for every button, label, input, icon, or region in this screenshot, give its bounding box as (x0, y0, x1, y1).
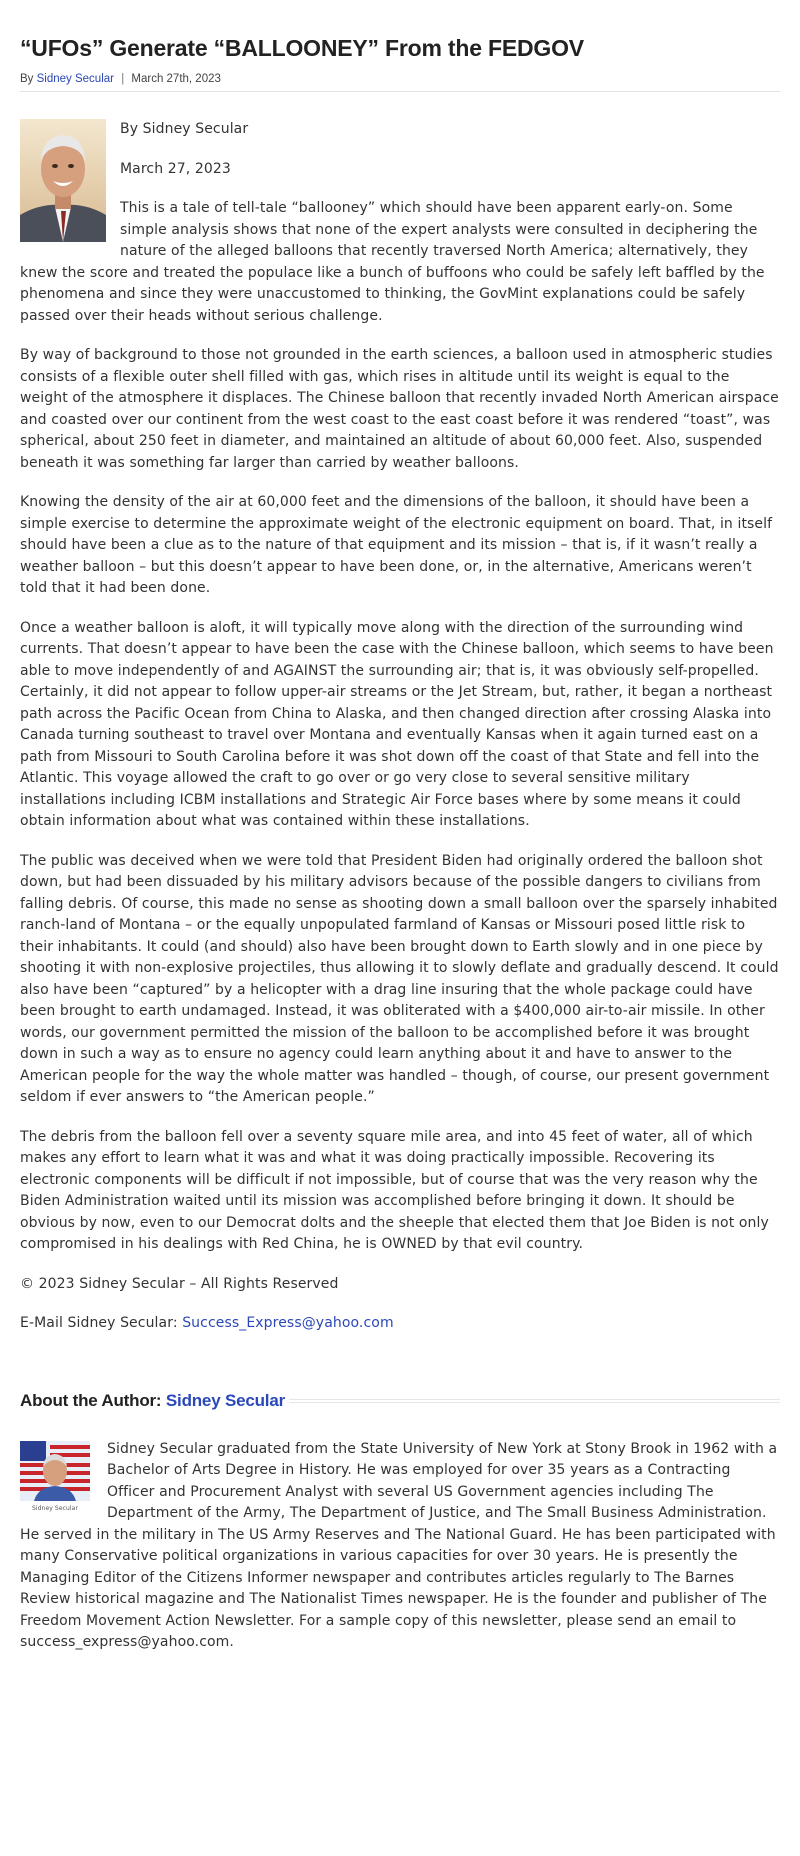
article-paragraph: This is a tale of tell-tale “ballooney” which should have been apparent early-on. Some simple analysis shows that none of the expert analysts were consulted in deciphering the nature of the alleged balloons that recently traversed North America; alternatively, they knew the score and treated the populace like a bunch of buffoons who could be safely left baffled by the phenomena and since they were unaccustomed to thinking, the GovMint explanations could be safely passed over their heads without serious challenge. (20, 200, 765, 324)
author-thumbnail (20, 1441, 90, 1513)
meta-author-link[interactable]: Sidney Secular (36, 73, 114, 85)
article-paragraph: Once a weather balloon is aloft, it will typically move along with the direction of the surrounding wind currents. That doesn’t appear to have been the case with the Chinese balloon, which seems to have been able to move independently of and AGAINST the surrounding air; that is, it was obviously self-propelled. Certainly, it did not appear to follow upper-air streams or the Jet Stream, but, rather, it began a northeast path across the Pacific Ocean from China to Alaska, and then changed direction after crossing Alaska into Canada turning southeast to travel over Montana and eventually Kansas when it again turned east on a path from Missouri to South Carolina before it was shot down off the coast of that State and fell into the Atlantic. This voyage allowed the craft to go over or go very close to several sensitive military installations including ICBM installations and Strategic Air Force bases where by some means it could obtain information about what was contained within these installations. (20, 619, 774, 829)
post-meta (20, 73, 780, 92)
author-photo (20, 119, 106, 242)
article-title: “UFOs” Generate “BALLOONEY” From the FEDGOV (20, 35, 584, 61)
article-byline: By Sidney Secular (120, 121, 249, 137)
thumbnail-caption: Sidney Secular (31, 1504, 79, 1512)
copyright-line: © 2023 Sidney Secular – All Rights Reserved (20, 1275, 339, 1292)
email-line (20, 1313, 780, 1335)
bio-text: Sidney Secular graduated from the State University of New York at Stony Brook in 1962 with a Bachelor of Arts Degree in History. He was employed for over 35 years as a Contracting Officer and Procurement Analyst with several US Government agencies including The Department of the Army, The Department of Justice, and The Small Business Administration. He served in the military in The US Army Reserves and The National Guard. He has been participated with many Conservative political organizations in various capacities for over 30 years. He is presently the Managing Editor of the Citizens Informer newspaper and contributes articles regularly to The Barnes Review historical magazine and The Nationalist Times newspaper. He is the founder and publisher of The Freedom Movement Action Newsletter. For a sample copy of this newsletter, please send an email to success_express@yahoo.com. (20, 1440, 778, 1650)
meta-by: By (20, 73, 34, 85)
article-paragraph: The public was deceived when we were told that President Biden had originally ordered the balloon shot down, but had been dissuaded by his military advisors because of the possible dangers to civilians from falling debris. Of course, this made no sense as shooting down a small balloon over the sparsely inhabited ranch-land of Montana – or the equally unpopulated farmland of Kansas or Missouri posed little risk to their inhabitants. It could (and should) also have been brought down to Earth slowly and in one piece by shooting it with non-explosive projectiles, thus allowing it to slowly deflate and gradually descend. It could also have been “captured” by a helicopter with a drag line insuring that the whole package could have been brought to earth undamaged. Instead, it was obliterated with a $400,000 air-to-air missile. In other words, our government permitted the mission of the balloon to be accomplished before it was brought down in such a way as to ensure no agency could learn anything about it and have to answer to the American people for the way the whole matter was handled – though, of course, our present government seldom if ever answers to “the American people.” (20, 852, 779, 1105)
email-link[interactable]: Success_Express@yahoo.com (182, 1315, 394, 1331)
article-paragraph: The debris from the balloon fell over a seventy square mile area, and into 45 feet of water, all of which makes any effort to learn what it was and what it was doing practically impossible. Recovering its electronic components will be difficult if not impossible, but of course that was the very reason why the Biden Administration waited until its mission was accomplished before bringing it down. It should be obvious by now, even to our Democrat dolts and the sheeple that elected them that Joe Biden is not only compromised in his dealings with Red China, he is OWNED by that evil country. (20, 1128, 769, 1252)
about-author-link[interactable]: Sidney Secular (165, 1390, 285, 1410)
page (20, 0, 780, 1654)
article-paragraph: Knowing the density of the air at 60,000 feet and the dimensions of the balloon, it should have been a simple exercise to determine the approximate weight of the electronic equipment on board. That, in itself should have been a clue as to the nature of that equipment and its mission – that is, if it wasn’t really a weather balloon – but this doesn’t appear to have been done, or, in the alternative, Americans weren’t told that it had been done. (20, 494, 773, 596)
email-label: E-Mail Sidney Secular: (20, 1315, 183, 1331)
author-bio (20, 1439, 780, 1654)
meta-separator: | (121, 73, 125, 85)
article-paragraph: By way of background to those not grounded in the earth sciences, a balloon used in atmospheric studies consists of a flexible outer shell filled with gas, which rises in altitude until its weight is equal to the weight of the atmosphere it displaces. The Chinese balloon that recently invaded North American airspace and coasted over our continent from the west coast to the east coast before it was rendered “toast”, was spherical, about 250 feet in diameter, and maintained an altitude of about 60,000 feet. Also, suspended beneath it was something far larger than carried by weather balloons. (20, 347, 779, 471)
about-heading-label: About the Author: (20, 1390, 166, 1410)
article-body (20, 119, 780, 1335)
article-dateline: March 27, 2023 (120, 160, 231, 177)
about-author-heading (20, 1391, 285, 1411)
meta-date: March 27th, 2023 (131, 73, 221, 85)
about-author-header (20, 1391, 780, 1411)
heading-divider (289, 1399, 780, 1403)
